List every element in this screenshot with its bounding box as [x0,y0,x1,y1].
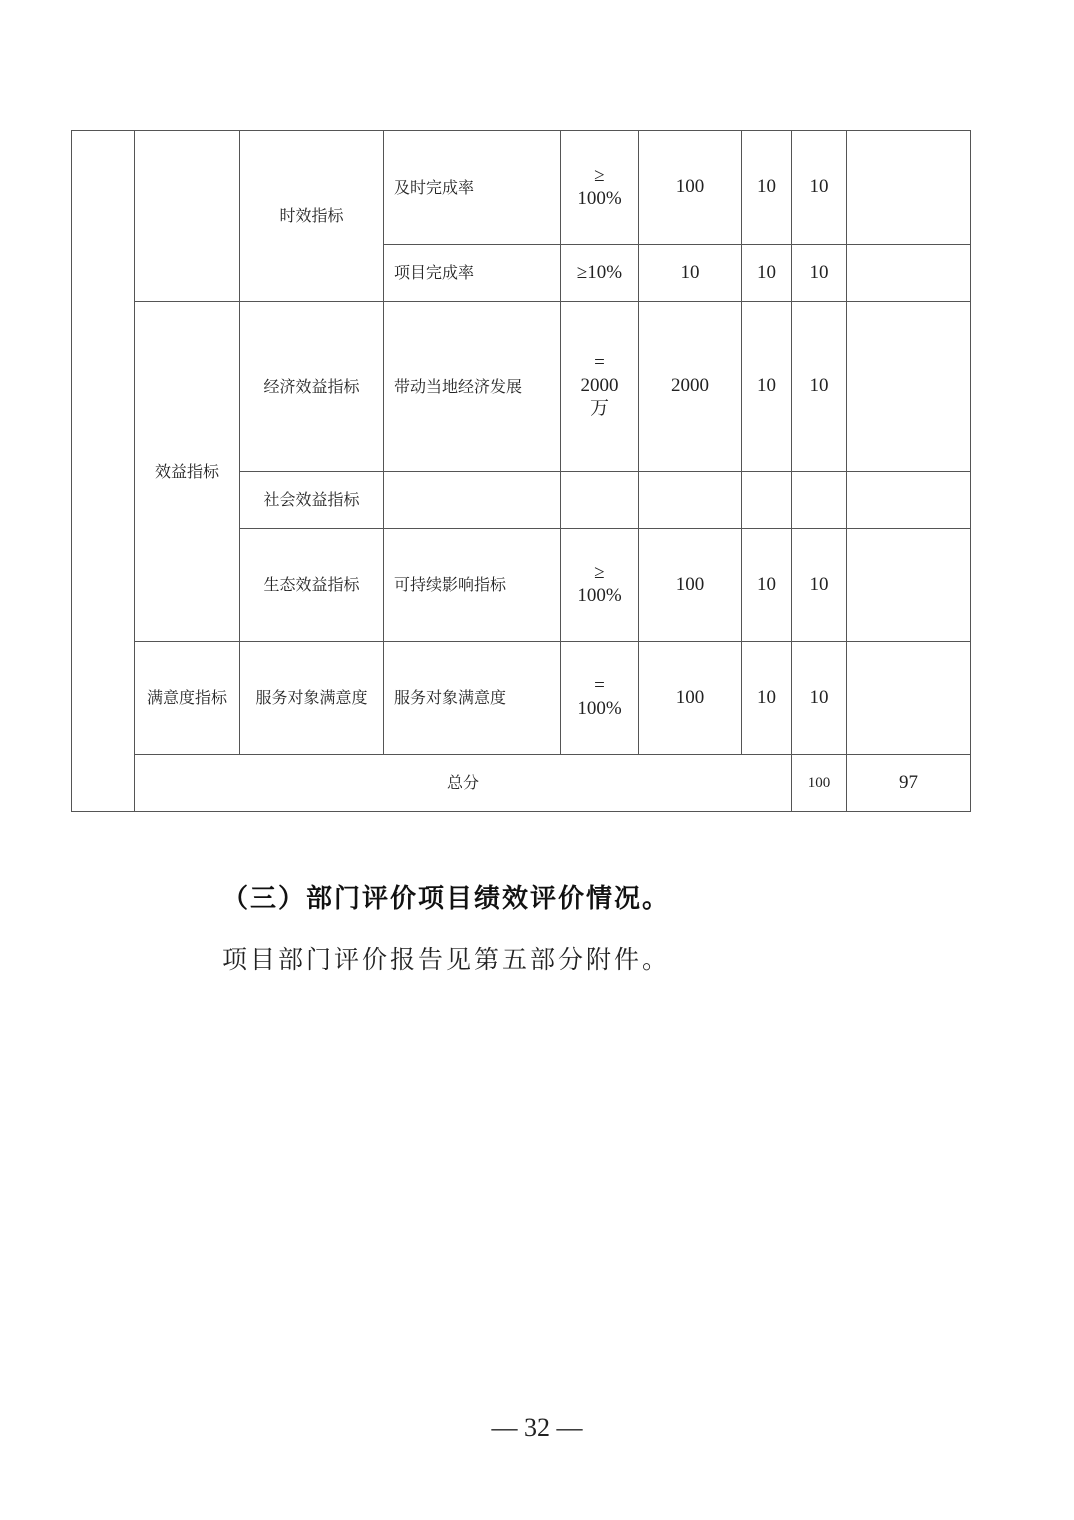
weight-cell: 10 [742,245,792,302]
target-cell [561,529,639,642]
level3-cell: 时效指标 [240,131,384,302]
weight-cell: 10 [742,642,792,755]
note-cell [847,245,971,302]
target-cell [561,642,639,755]
level2-cell: 满意度指标 [135,642,240,755]
indicator-cell: 项目完成率 [384,245,561,302]
level3-cell: 生态效益指标 [240,529,384,642]
target-line: 万 [589,397,609,419]
table-row [72,302,971,472]
target-cell: ≥10% [561,245,639,302]
level2-cell [135,131,240,302]
level2-cell: 效益指标 [135,302,240,642]
weight-cell: 10 [742,302,792,472]
section-heading: （三）部门评价项目绩效评价情况。 [222,884,671,914]
level3-cell: 服务对象满意度 [240,642,384,755]
weight-cell [742,472,792,529]
note-cell [847,529,971,642]
level3-cell: 经济效益指标 [240,302,384,472]
target-line: 100% [577,187,622,209]
body-paragraph: 项目部门评价报告见第五部分附件。 [222,945,671,974]
weight-cell: 10 [742,131,792,245]
target-line: ≥ [594,562,605,584]
note-cell [847,472,971,529]
weight-cell: 10 [742,529,792,642]
target-line: 100% [577,698,622,719]
score-cell: 10 [792,529,847,642]
table-row [72,642,971,755]
table-row [72,131,971,245]
actual-cell: 100 [639,529,742,642]
total-row [72,755,971,812]
actual-cell: 100 [639,642,742,755]
total-label: 总分 [135,755,792,812]
score-cell: 10 [792,302,847,472]
target-line: ≥ [594,164,605,186]
target-cell [561,472,639,529]
target-line: = [594,352,605,374]
level3-cell: 社会效益指标 [240,472,384,529]
indicator-cell: 带动当地经济发展 [384,302,561,472]
actual-cell: 2000 [639,302,742,472]
actual-cell: 10 [639,245,742,302]
note-cell [847,302,971,472]
target-line: = [594,675,605,697]
score-cell: 10 [792,131,847,245]
target-line: 100% [577,585,622,606]
indicator-cell [384,472,561,529]
indicator-cell: 可持续影响指标 [384,529,561,642]
actual-cell: 100 [639,131,742,245]
performance-table [71,130,971,812]
score-cell [792,472,847,529]
level1-cell [72,131,135,812]
total-weight: 100 [792,755,847,812]
indicator-cell: 及时完成率 [384,131,561,245]
note-cell [847,642,971,755]
actual-cell [639,472,742,529]
score-cell: 10 [792,245,847,302]
total-score: 97 [847,755,971,812]
score-cell: 10 [792,642,847,755]
indicator-cell: 服务对象满意度 [384,642,561,755]
target-line: 2000 [580,375,619,397]
page-number: — 32 — [491,1413,583,1442]
target-cell [561,302,639,472]
target-cell [561,131,639,245]
note-cell [847,131,971,245]
